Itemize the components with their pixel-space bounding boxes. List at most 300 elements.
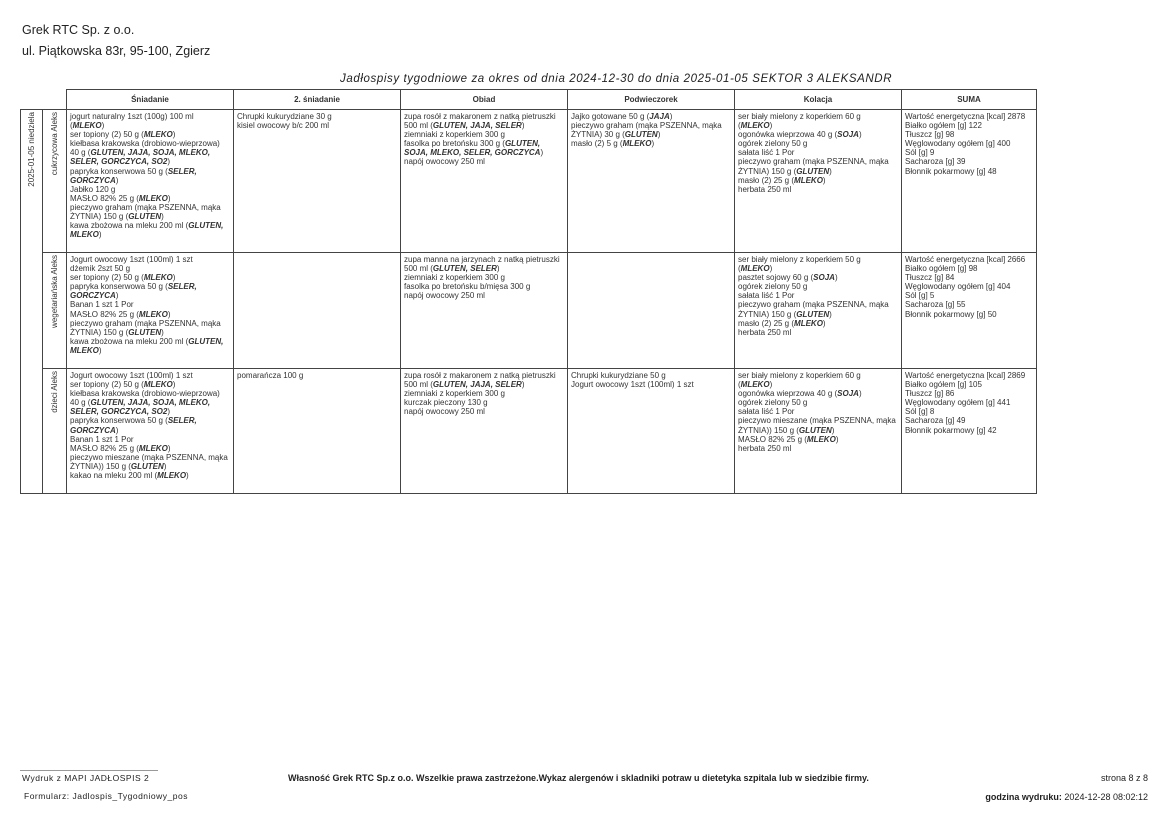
menu-item-line: [237, 371, 397, 380]
menu-item-line: [404, 398, 564, 407]
menu-item-line: [571, 112, 731, 121]
printout-label: Wydruk z MAPI JADŁOSPIS 2: [22, 773, 150, 783]
diet-label: wegetariańska Aleks: [49, 255, 59, 328]
allergen-label: JAJA: [649, 112, 670, 121]
menu-item-text: Jajko gotowane 50 g (: [571, 112, 650, 121]
menu-item-line: [738, 444, 898, 453]
menu-item-text: Banan 1 szt 1 Por: [70, 300, 134, 310]
allergen-label: GLUTEN, JAJA, SELER: [432, 121, 522, 131]
column-header-podwieczorek: Podwieczorek: [568, 90, 735, 110]
menu-item-text: ogonówka wieprzowa 40 g (: [738, 130, 838, 140]
menu-item-line: [738, 389, 898, 398]
menu-item-line: [70, 435, 230, 444]
allergen-label: GLUTEN: [130, 461, 164, 471]
meal-cell-kolacja: [735, 110, 902, 253]
menu-item-text: ziemniaki z koperkiem 300 g: [404, 130, 505, 140]
column-header-drugie-sniadanie: 2. śniadanie: [234, 90, 401, 110]
menu-item-line: [738, 398, 898, 407]
menu-item-line: [404, 157, 564, 166]
allergen-label: MLEKO: [138, 443, 168, 453]
menu-item-text: ziemniaki z koperkiem 300 g: [404, 389, 505, 399]
nutrition-value-line: Węglowodany ogółem [g] 441: [905, 398, 1011, 408]
meal-cell-drugie-sniadanie: [234, 110, 401, 253]
allergen-label: MLEKO: [138, 193, 168, 203]
menu-item-line: [571, 371, 731, 380]
menu-item-text: ): [496, 264, 500, 274]
menu-item-line: [70, 255, 230, 264]
allergen-label: MLEKO: [794, 318, 823, 328]
menu-item-text: ): [167, 157, 171, 167]
menu-item-text: ): [540, 148, 544, 158]
menu-item-line: [738, 176, 898, 185]
menu-item-line: [738, 310, 898, 319]
nutrition-value-line: Sól [g] 9: [905, 148, 935, 158]
allergen-label: MLEKO: [143, 130, 173, 140]
menu-item-text: sałata liść 1 Por: [738, 291, 795, 301]
allergen-label: MLEKO: [806, 434, 836, 444]
allergen-label: SOJA: [813, 273, 835, 283]
allergen-label: GLUTEN: [796, 166, 830, 176]
menu-item-text: Jogurt owocowy 1szt (100ml) 1 szt: [571, 380, 694, 390]
allergen-label: GORCZYCA: [70, 425, 116, 435]
menu-item-text: ŻYTNIA)) 150 g (: [70, 461, 131, 471]
menu-item-line: [571, 139, 731, 148]
menu-item-text: papryka konserwowa 50 g (: [70, 166, 168, 176]
allergen-label: GLUTEN: [128, 327, 162, 337]
menu-item-text: ): [769, 264, 773, 274]
header-blank: [21, 90, 67, 110]
menu-item-text: kakao na mleku 200 ml (: [70, 471, 158, 481]
menu-item-line: [70, 167, 230, 176]
allergen-label: SELER,: [167, 416, 197, 426]
menu-item-text: napój owocowy 250 ml: [404, 407, 485, 417]
menu-item-text: ser topiony (2) 50 g (: [70, 130, 144, 140]
menu-item-text: ): [835, 434, 839, 444]
nutrition-summary-cell: [902, 369, 1037, 494]
menu-item-text: Banan 1 szt 1 Por: [70, 434, 134, 444]
allergen-label: MLEKO: [138, 309, 168, 319]
allergen-label: MLEKO: [740, 264, 770, 274]
menu-item-line: [70, 273, 230, 282]
menu-item-text: ): [521, 380, 525, 390]
nutrition-value-line: Błonnik pokarmowy [g] 50: [905, 309, 997, 319]
allergen-label: MLEKO: [72, 121, 102, 131]
menu-item-line: [70, 398, 230, 407]
menu-item-text: masło (2) 25 g (: [738, 318, 795, 328]
nutrition-summary-cell: [902, 110, 1037, 253]
menu-item-text: kiełbasa krakowska (drobiowo-wieprzowa): [70, 139, 220, 149]
meal-cell-podwieczorek: [568, 110, 735, 253]
menu-item-text: sałata liść 1 Por: [738, 148, 795, 158]
menu-item-text: kisiel owocowy b/c 200 ml: [237, 121, 330, 131]
menu-item-line: [70, 264, 230, 273]
allergen-label: GLUTEN: [798, 425, 832, 435]
menu-item-line: [70, 148, 230, 157]
table-row: [21, 369, 1037, 494]
menu-item-line: [404, 148, 564, 157]
menu-item-text: ): [115, 175, 119, 185]
menu-item-line: [70, 130, 230, 139]
menu-item-text: ): [831, 425, 835, 435]
menu-item-text: ): [172, 273, 176, 283]
menu-item-line: [738, 264, 898, 273]
nutrition-value-line: Tłuszcz [g] 98: [905, 130, 955, 140]
menu-item-text: (: [738, 264, 741, 274]
meal-cell-podwieczorek: [568, 253, 735, 369]
menu-item-text: 40 g (: [70, 398, 91, 408]
menu-item-text: ): [115, 291, 119, 301]
menu-item-line: [738, 328, 898, 337]
menu-item-text: pieczywo mieszane (mąka PSZENNA, mąka: [738, 416, 896, 426]
menu-item-text: dżemik 2szt 50 g: [70, 264, 131, 274]
menu-item-text: ŻYTNIA)) 150 g (: [738, 425, 799, 435]
menu-item-text: MASŁO 82% 25 g (: [70, 193, 139, 203]
menu-item-line: [738, 273, 898, 282]
menu-item-line: [738, 380, 898, 389]
allergen-label: GLUTEN, JAJA, SELER: [432, 380, 522, 390]
print-time: [985, 792, 1148, 802]
allergen-label: MLEKO: [622, 139, 652, 149]
menu-item-text: Chrupki kukurydziane 30 g: [237, 112, 332, 121]
menu-item-text: ŻYTNIA) 150 g (: [70, 212, 129, 222]
menu-item-line: [404, 291, 564, 300]
allergen-label: SOJA, MLEKO, SELER, GORCZYCA: [404, 148, 541, 158]
menu-item-text: fasolka po bretońsku b/mięsa 300 g: [404, 282, 531, 292]
menu-item-line: [404, 407, 564, 416]
menu-item-text: ogórek zielony 50 g: [738, 139, 808, 149]
menu-item-text: pieczywo graham (mąka PSZENNA, mąka: [70, 202, 221, 212]
menu-item-line: [70, 471, 230, 480]
menu-item-line: [738, 185, 898, 194]
menu-item-text: ): [186, 471, 189, 481]
menu-item-line: [738, 139, 898, 148]
allergen-label: GORCZYCA: [70, 291, 116, 301]
allergen-label: GLUTEN: [128, 212, 162, 222]
nutrition-value-line: Wartość energetyczna [kcal] 2869: [905, 371, 1026, 380]
meal-cell-podwieczorek: [568, 369, 735, 494]
menu-item-text: ŻYTNIA) 150 g (: [738, 309, 797, 319]
menu-item-text: ogonówka wieprzowa 40 g (: [738, 389, 838, 399]
allergen-label: GLUTEN,: [188, 221, 224, 231]
diet-cell: [43, 369, 67, 494]
allergen-label: MLEKO: [143, 380, 173, 390]
menu-item-line: [70, 328, 230, 337]
ownership-notice: Własność Grek RTC Sp.z o.o. Wszelkie prawa zastrzeżone.Wykaz alergenów i skladniki potraw u dietetyka szpitala lub w siedzibie firmy.: [288, 773, 869, 783]
menu-item-text: ogórek zielony 50 g: [738, 398, 808, 408]
nutrition-value-line: Sól [g] 8: [905, 407, 935, 417]
menu-item-line: [70, 426, 230, 435]
menu-item-line: [70, 389, 230, 398]
meal-cell-sniadanie: [67, 253, 234, 369]
menu-item-line: [70, 453, 230, 462]
menu-item-line: [738, 371, 898, 380]
menu-item-text: pomarańcza 100 g: [237, 371, 304, 380]
menu-item-line: [404, 112, 564, 121]
menu-item-text: herbata 250 ml: [738, 184, 792, 194]
allergen-label: MLEKO: [794, 175, 823, 185]
menu-item-text: ser biały mielony z koperkiem 60 g: [738, 112, 861, 121]
menu-item-line: [70, 282, 230, 291]
menu-item-line: [70, 346, 230, 355]
menu-item-text: ): [769, 121, 773, 131]
menu-item-line: [738, 426, 898, 435]
footer-divider: [20, 770, 158, 771]
menu-item-text: 40 g (: [70, 148, 91, 158]
menu-item-text: ziemniaki z koperkiem 300 g: [404, 273, 505, 283]
menu-item-text: masło (2) 25 g (: [738, 175, 795, 185]
meal-cell-sniadanie: [67, 110, 234, 253]
nutrition-value-line: Błonnik pokarmowy [g] 42: [905, 425, 997, 435]
menu-item-line: [70, 462, 230, 471]
menu-item-text: ): [161, 212, 164, 222]
menu-item-text: kawa zbożowa na mleku 200 ml (: [70, 221, 189, 231]
menu-item-text: ): [829, 309, 832, 319]
menu-item-text: ): [822, 318, 826, 328]
meal-cell-obiad: [401, 110, 568, 253]
company-address: ul. Piątkowska 83r, 95-100, Zgierz: [22, 44, 211, 58]
menu-item-line: [70, 121, 230, 130]
allergen-label: GLUTEN,: [188, 336, 224, 346]
allergen-label: SOJA: [837, 389, 859, 399]
menu-item-line: [70, 230, 230, 239]
menu-item-text: pieczywo graham (mąka PSZENNA, mąka: [70, 318, 221, 328]
menu-item-line: [738, 407, 898, 416]
menu-item-line: [70, 194, 230, 203]
menu-item-text: ŻYTNIA) 150 g (: [738, 166, 797, 176]
allergen-label: MLEKO: [143, 273, 173, 283]
menu-item-line: [70, 407, 230, 416]
column-header-suma: SUMA: [902, 90, 1037, 110]
menu-item-text: pieczywo mieszane (mąka PSZENNA, mąka: [70, 452, 228, 462]
menu-item-text: pieczywo graham (mąka PSZENNA, mąka: [738, 157, 889, 167]
menu-item-text: jogurt naturalny 1szt (100g) 100 ml: [70, 112, 194, 121]
menu-item-text: napój owocowy 250 ml: [404, 157, 485, 167]
table-row: [21, 253, 1037, 369]
menu-item-text: ): [521, 121, 525, 131]
menu-item-text: Jabłko 120 g: [70, 184, 116, 194]
menu-item-line: [70, 291, 230, 300]
menu-item-text: ŻYTNIA) 150 g (: [70, 327, 129, 337]
menu-item-text: ): [651, 139, 655, 149]
meal-cell-drugie-sniadanie: [234, 369, 401, 494]
menu-item-text: ): [172, 130, 176, 140]
allergen-label: MLEKO: [740, 380, 770, 390]
allergen-label: MLEKO: [740, 121, 770, 131]
diet-cell: [43, 110, 67, 253]
menu-item-line: [237, 112, 397, 121]
menu-item-text: MASŁO 82% 25 g (: [70, 309, 139, 319]
menu-item-text: fasolka po bretońsku 300 g (: [404, 139, 505, 149]
menu-item-text: napój owocowy 250 ml: [404, 291, 485, 301]
menu-item-text: ): [834, 273, 838, 283]
menu-item-line: [738, 291, 898, 300]
nutrition-value-line: Sacharoza [g] 49: [905, 416, 966, 426]
menu-item-line: [404, 130, 564, 139]
table-row: [21, 110, 1037, 253]
menu-item-text: pieczywo graham (mąka PSZENNA, mąka: [571, 121, 722, 131]
menu-item-line: [404, 380, 564, 389]
nutrition-value-line: Tłuszcz [g] 86: [905, 389, 955, 399]
page-number: strona 8 z 8: [1100, 773, 1148, 783]
menu-item-text: kiełbasa krakowska (drobiowo-wieprzowa): [70, 389, 220, 399]
menu-item-text: papryka konserwowa 50 g (: [70, 282, 168, 292]
menu-item-line: [70, 139, 230, 148]
menu-item-text: zupa rosół z makaronem z natką pietruszki: [404, 371, 556, 380]
menu-item-line: [738, 282, 898, 291]
menu-item-text: papryka konserwowa 50 g (: [70, 416, 168, 426]
allergen-label: GLUTEN, SELER: [432, 264, 497, 274]
menu-item-line: [571, 121, 731, 130]
allergen-label: SOJA: [837, 130, 859, 140]
menu-item-line: [70, 310, 230, 319]
allergen-label: GLUTEN,: [504, 139, 541, 149]
allergen-label: SELER,: [167, 166, 197, 176]
menu-item-line: [70, 337, 230, 346]
menu-item-text: ŻYTNIA) 30 g (: [571, 130, 625, 140]
menu-item-line: [70, 112, 230, 121]
menu-item-line: [70, 185, 230, 194]
weekly-menu-table: [20, 89, 1037, 494]
menu-item-text: ): [98, 230, 102, 240]
nutrition-value-line: Tłuszcz [g] 84: [905, 273, 955, 283]
nutrition-value-line: Białko ogółem [g] 105: [905, 380, 982, 390]
menu-item-line: [404, 264, 564, 273]
nutrition-value-line: Sacharoza [g] 55: [905, 300, 966, 310]
menu-item-text: ): [669, 112, 673, 121]
menu-item-text: kawa zbożowa na mleku 200 ml (: [70, 336, 189, 346]
menu-item-line: [738, 148, 898, 157]
allergen-label: SELER, GORCZYCA, SO2: [70, 157, 168, 167]
menu-item-line: [70, 203, 230, 212]
menu-item-line: [404, 273, 564, 282]
nutrition-value-line: Wartość energetyczna [kcal] 2666: [905, 255, 1026, 264]
menu-item-line: [404, 282, 564, 291]
menu-item-text: 500 ml (: [404, 380, 433, 390]
menu-item-text: MASŁO 82% 25 g (: [738, 434, 807, 444]
menu-item-line: [70, 371, 230, 380]
nutrition-value-line: Węglowodany ogółem [g] 404: [905, 282, 1011, 292]
menu-item-line: [70, 416, 230, 425]
menu-item-line: [571, 130, 731, 139]
menu-item-line: [738, 255, 898, 264]
print-time-label: godzina wydruku:: [985, 792, 1062, 802]
diet-label: dzieci Aleks: [49, 371, 59, 413]
menu-item-text: ): [163, 461, 167, 471]
allergen-label: MLEKO: [70, 230, 99, 240]
menu-item-text: ): [115, 425, 119, 435]
menu-item-text: sałata liść 1 Por: [738, 407, 795, 417]
menu-item-line: [70, 221, 230, 230]
menu-item-text: Jogurt owocowy 1szt (100ml) 1 szt: [70, 371, 193, 380]
allergen-label: GORCZYCA: [70, 175, 116, 185]
menu-item-line: [70, 444, 230, 453]
menu-item-line: [70, 380, 230, 389]
menu-item-text: ): [858, 389, 862, 399]
menu-item-text: ): [858, 130, 862, 140]
menu-item-line: [738, 300, 898, 309]
meal-cell-sniadanie: [67, 369, 234, 494]
allergen-label: SELER, GORCZYCA, SO2: [70, 407, 168, 417]
menu-item-text: (: [738, 380, 741, 390]
menu-item-line: [738, 157, 898, 166]
menu-item-text: ): [657, 130, 661, 140]
nutrition-value-line: Sól [g] 5: [905, 291, 935, 301]
meal-cell-kolacja: [735, 253, 902, 369]
menu-item-text: ser topiony (2) 50 g (: [70, 380, 144, 390]
menu-item-line: [70, 176, 230, 185]
menu-item-line: [404, 389, 564, 398]
menu-item-text: ): [101, 121, 105, 131]
menu-item-line: [738, 167, 898, 176]
company-name: Grek RTC Sp. z o.o.: [22, 23, 135, 37]
column-header-kolacja: Kolacja: [735, 90, 902, 110]
menu-item-line: [738, 130, 898, 139]
menu-item-text: ): [167, 309, 171, 319]
menu-item-line: [70, 300, 230, 309]
menu-item-text: MASŁO 82% 25 g (: [70, 443, 139, 453]
menu-item-line: [738, 416, 898, 425]
print-time-value: 2024-12-28 08:02:12: [1064, 792, 1148, 802]
meal-cell-obiad: [401, 369, 568, 494]
menu-item-text: Jogurt owocowy 1szt (100ml) 1 szt: [70, 255, 193, 264]
allergen-label: GLUTEN: [624, 130, 658, 140]
menu-item-text: ): [829, 166, 832, 176]
allergen-label: GLUTEN, JAJA, SOJA, MLEKO,: [90, 398, 211, 408]
menu-item-line: [237, 121, 397, 130]
menu-item-line: [738, 112, 898, 121]
form-label: Formularz: Jadlospis_Tygodniowy_pos: [24, 791, 188, 801]
menu-item-text: (: [70, 121, 73, 131]
menu-item-text: ): [167, 193, 171, 203]
nutrition-summary-cell: [902, 253, 1037, 369]
column-header-sniadanie: Śniadanie: [67, 90, 234, 110]
menu-item-text: pieczywo graham (mąka PSZENNA, mąka: [738, 300, 889, 310]
menu-item-line: [70, 212, 230, 221]
menu-item-line: [571, 380, 731, 389]
menu-item-text: ): [98, 345, 102, 355]
column-header-obiad: Obiad: [401, 90, 568, 110]
menu-item-text: Chrupki kukurydziane 50 g: [571, 371, 666, 380]
menu-item-line: [70, 319, 230, 328]
menu-item-text: zupa manna na jarzynach z natką pietruszki: [404, 255, 560, 264]
menu-item-text: ser biały mielony z koperkiem 50 g: [738, 255, 861, 264]
menu-item-text: ): [172, 380, 176, 390]
menu-item-text: 500 ml (: [404, 264, 433, 274]
nutrition-value-line: Błonnik pokarmowy [g] 48: [905, 166, 997, 176]
menu-item-text: ): [167, 443, 171, 453]
meal-cell-drugie-sniadanie: [234, 253, 401, 369]
header-row: [21, 90, 1037, 110]
meal-cell-kolacja: [735, 369, 902, 494]
diet-label: cukrzycowa Aleks: [49, 112, 59, 176]
menu-item-text: masło (2) 5 g (: [571, 139, 623, 149]
nutrition-value-line: Sacharoza [g] 39: [905, 157, 966, 167]
date-label: 2025-01-05 niedziela: [26, 112, 36, 187]
meal-cell-obiad: [401, 253, 568, 369]
nutrition-value-line: Węglowodany ogółem [g] 400: [905, 139, 1011, 149]
allergen-label: MLEKO: [157, 471, 187, 481]
date-cell: [21, 110, 43, 494]
nutrition-value-line: Białko ogółem [g] 98: [905, 264, 978, 274]
menu-item-text: zupa rosół z makaronem z natką pietruszki: [404, 112, 556, 121]
menu-item-text: ser topiony (2) 50 g (: [70, 273, 144, 283]
menu-item-line: [738, 121, 898, 130]
menu-item-text: kurczak pieczony 130 g: [404, 398, 488, 408]
menu-item-line: [738, 319, 898, 328]
menu-item-line: [404, 121, 564, 130]
menu-item-text: (: [738, 121, 741, 131]
menu-item-line: [70, 157, 230, 166]
